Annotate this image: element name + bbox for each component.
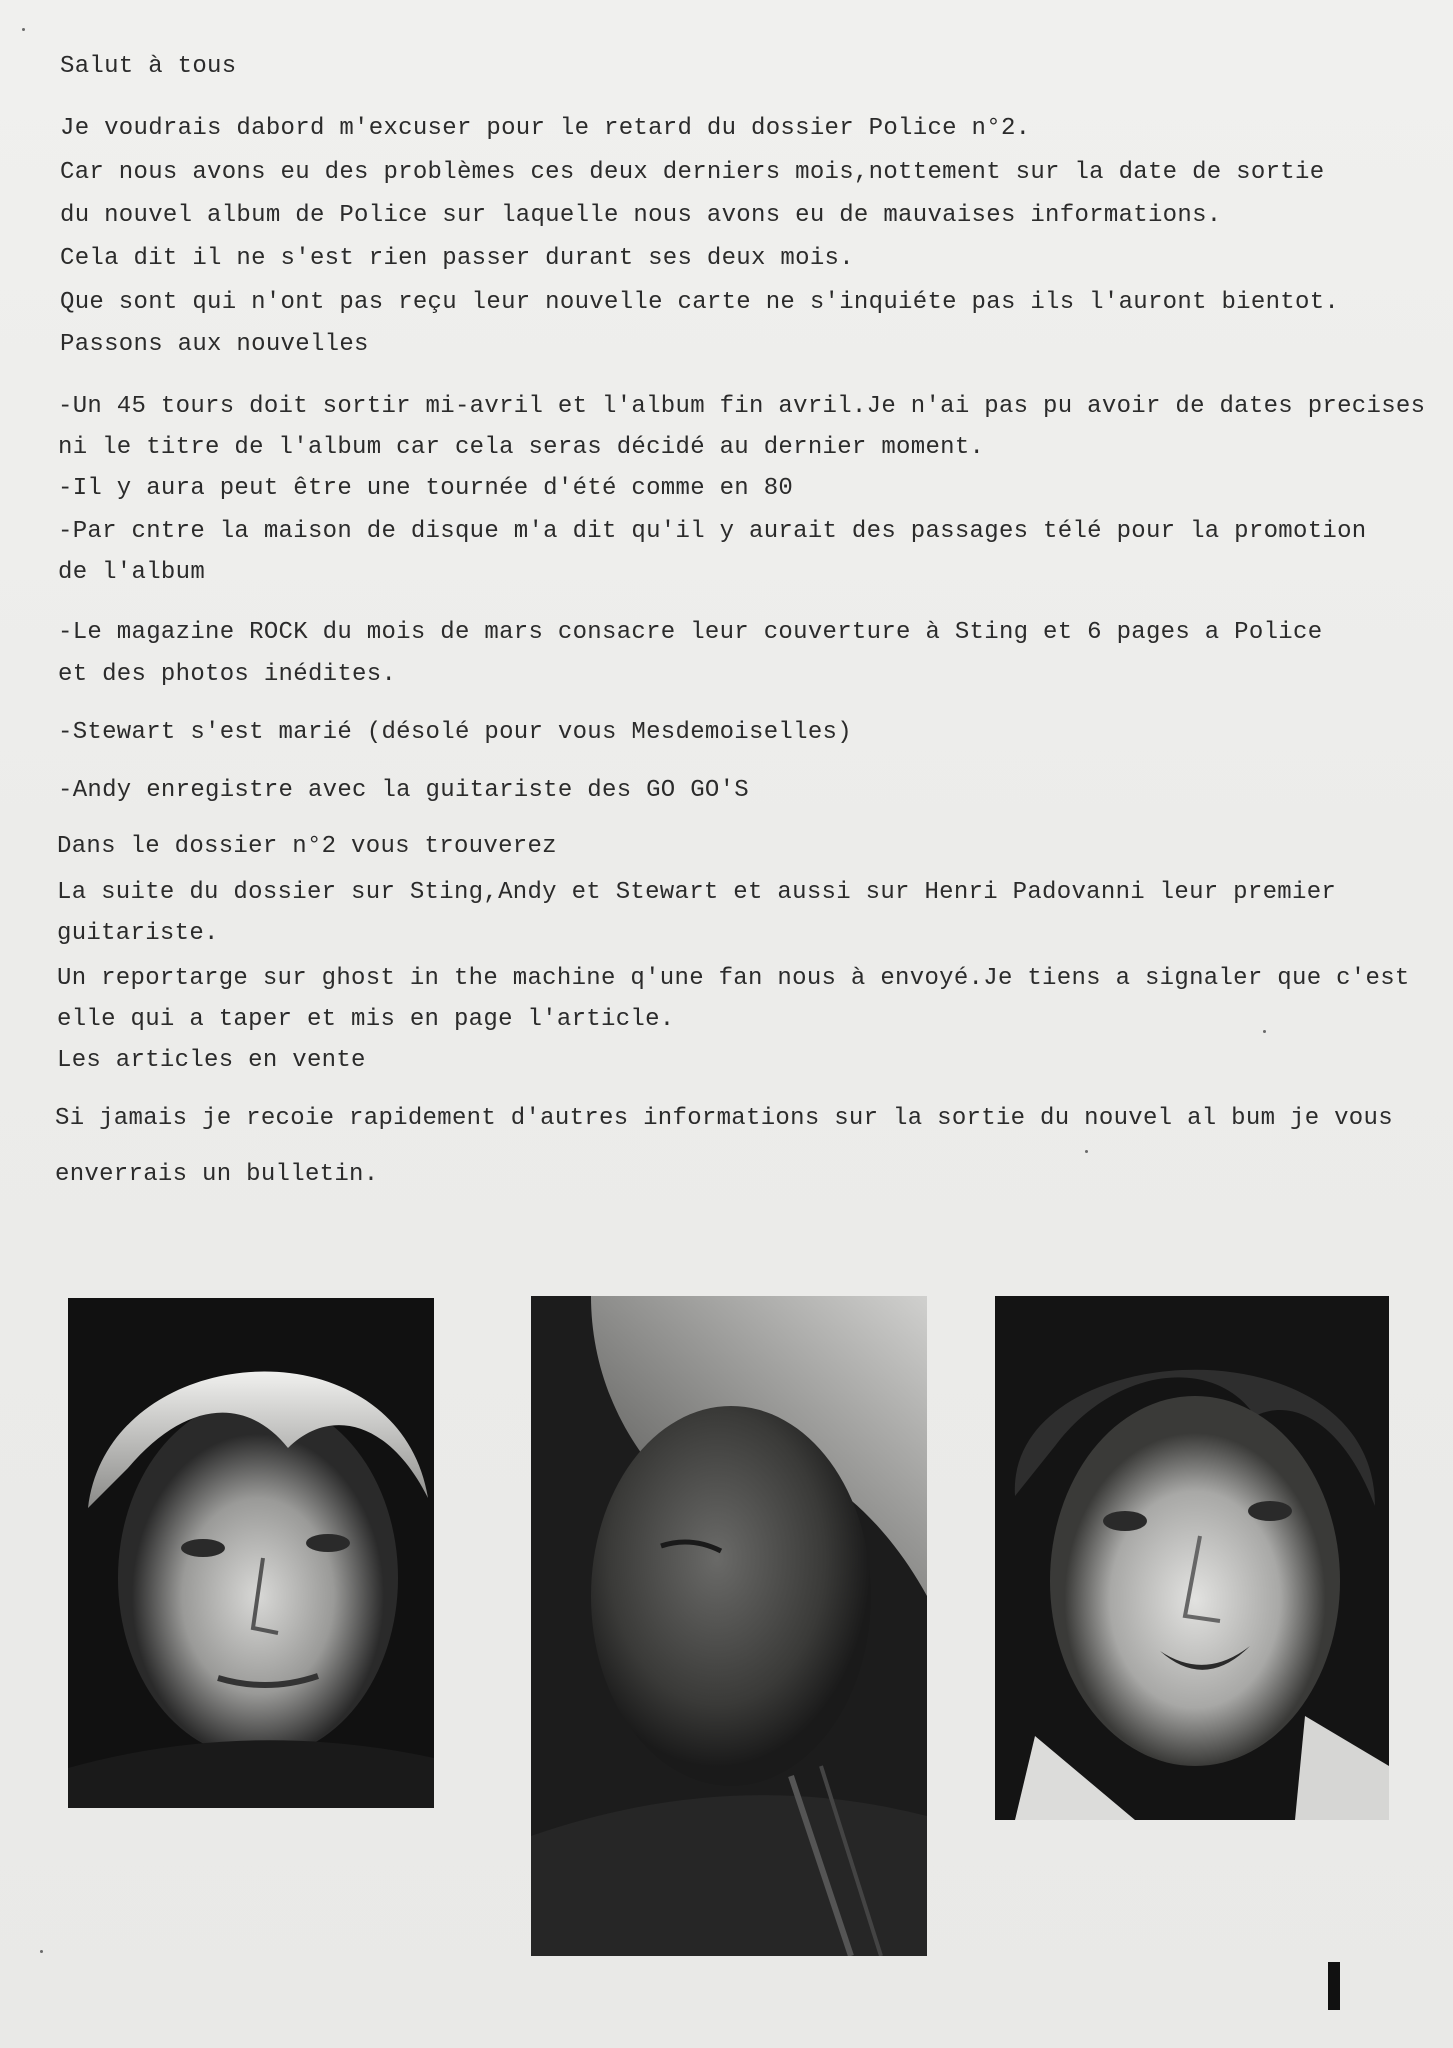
news-item: -Un 45 tours doit sortir mi-avril et l'album fin avril.Je n'ai pas pu avoir de dates precises: [58, 393, 1426, 420]
closing-line: enverrais un bulletin.: [55, 1161, 379, 1188]
photo-andy-portrait: [531, 1296, 927, 1956]
news-item-continued: de l'album: [58, 559, 206, 586]
page-marker: [1328, 1962, 1340, 2010]
text-line: Un reportarge sur ghost in the machine q'une fan nous à envoyé.Je tiens a signaler que c'est: [57, 965, 1410, 992]
news-item: -Par cntre la maison de disque m'a dit qu'il y aurait des passages télé pour la promotion: [58, 518, 1367, 545]
section-heading: Dans le dossier n°2 vous trouverez: [57, 833, 557, 860]
text-line: Que sont qui n'ont pas reçu leur nouvelle carte ne s'inquiéte pas ils l'auront bientot.: [60, 289, 1340, 316]
portrait-photo-icon: [68, 1298, 434, 1808]
text-line: Je voudrais dabord m'excuser pour le retard du dossier Police n°2.: [60, 115, 1031, 142]
photo-stewart-portrait: [995, 1296, 1389, 1820]
news-item: -Le magazine ROCK du mois de mars consacre leur couverture à Sting et 6 pages a Police: [58, 619, 1323, 646]
section-heading: Passons aux nouvelles: [60, 331, 369, 358]
news-item-continued: ni le titre de l'album car cela seras décidé au dernier moment.: [58, 434, 985, 461]
news-item: -Stewart s'est marié (désolé pour vous Mesdemoiselles): [58, 719, 852, 746]
text-line: La suite du dossier sur Sting,Andy et Stewart et aussi sur Henri Padovanni leur premier: [57, 879, 1337, 906]
portrait-photo-icon: [531, 1296, 927, 1956]
text-line: Cela dit il ne s'est rien passer durant ses deux mois.: [60, 245, 854, 272]
news-item: -Il y aura peut être une tournée d'été comme en 80: [58, 475, 794, 502]
text-line: guitariste.: [57, 920, 219, 947]
text-line: du nouvel album de Police sur laquelle nous avons eu de mauvaises informations.: [60, 202, 1222, 229]
photo-sting-portrait: [68, 1298, 434, 1808]
paper-speck: [40, 1950, 43, 1953]
paper-speck: [1263, 1030, 1266, 1033]
text-line: Si jamais je recoie rapidement d'autres informations sur la sortie du nouvel al bum je vous: [55, 1105, 1393, 1132]
news-item-continued: et des photos inédites.: [58, 661, 397, 688]
greeting-line: Salut à tous: [60, 53, 237, 80]
text-line: Car nous avons eu des problèmes ces deux derniers mois,nottement sur la date de sortie: [60, 159, 1325, 186]
text-line: elle qui a taper et mis en page l'article.: [57, 1006, 675, 1033]
text-line: Les articles en vente: [57, 1047, 366, 1074]
news-item: -Andy enregistre avec la guitariste des GO GO'S: [58, 777, 750, 804]
paper-speck: [1085, 1150, 1088, 1153]
portrait-photo-icon: [995, 1296, 1389, 1820]
paper-speck: [22, 28, 25, 31]
